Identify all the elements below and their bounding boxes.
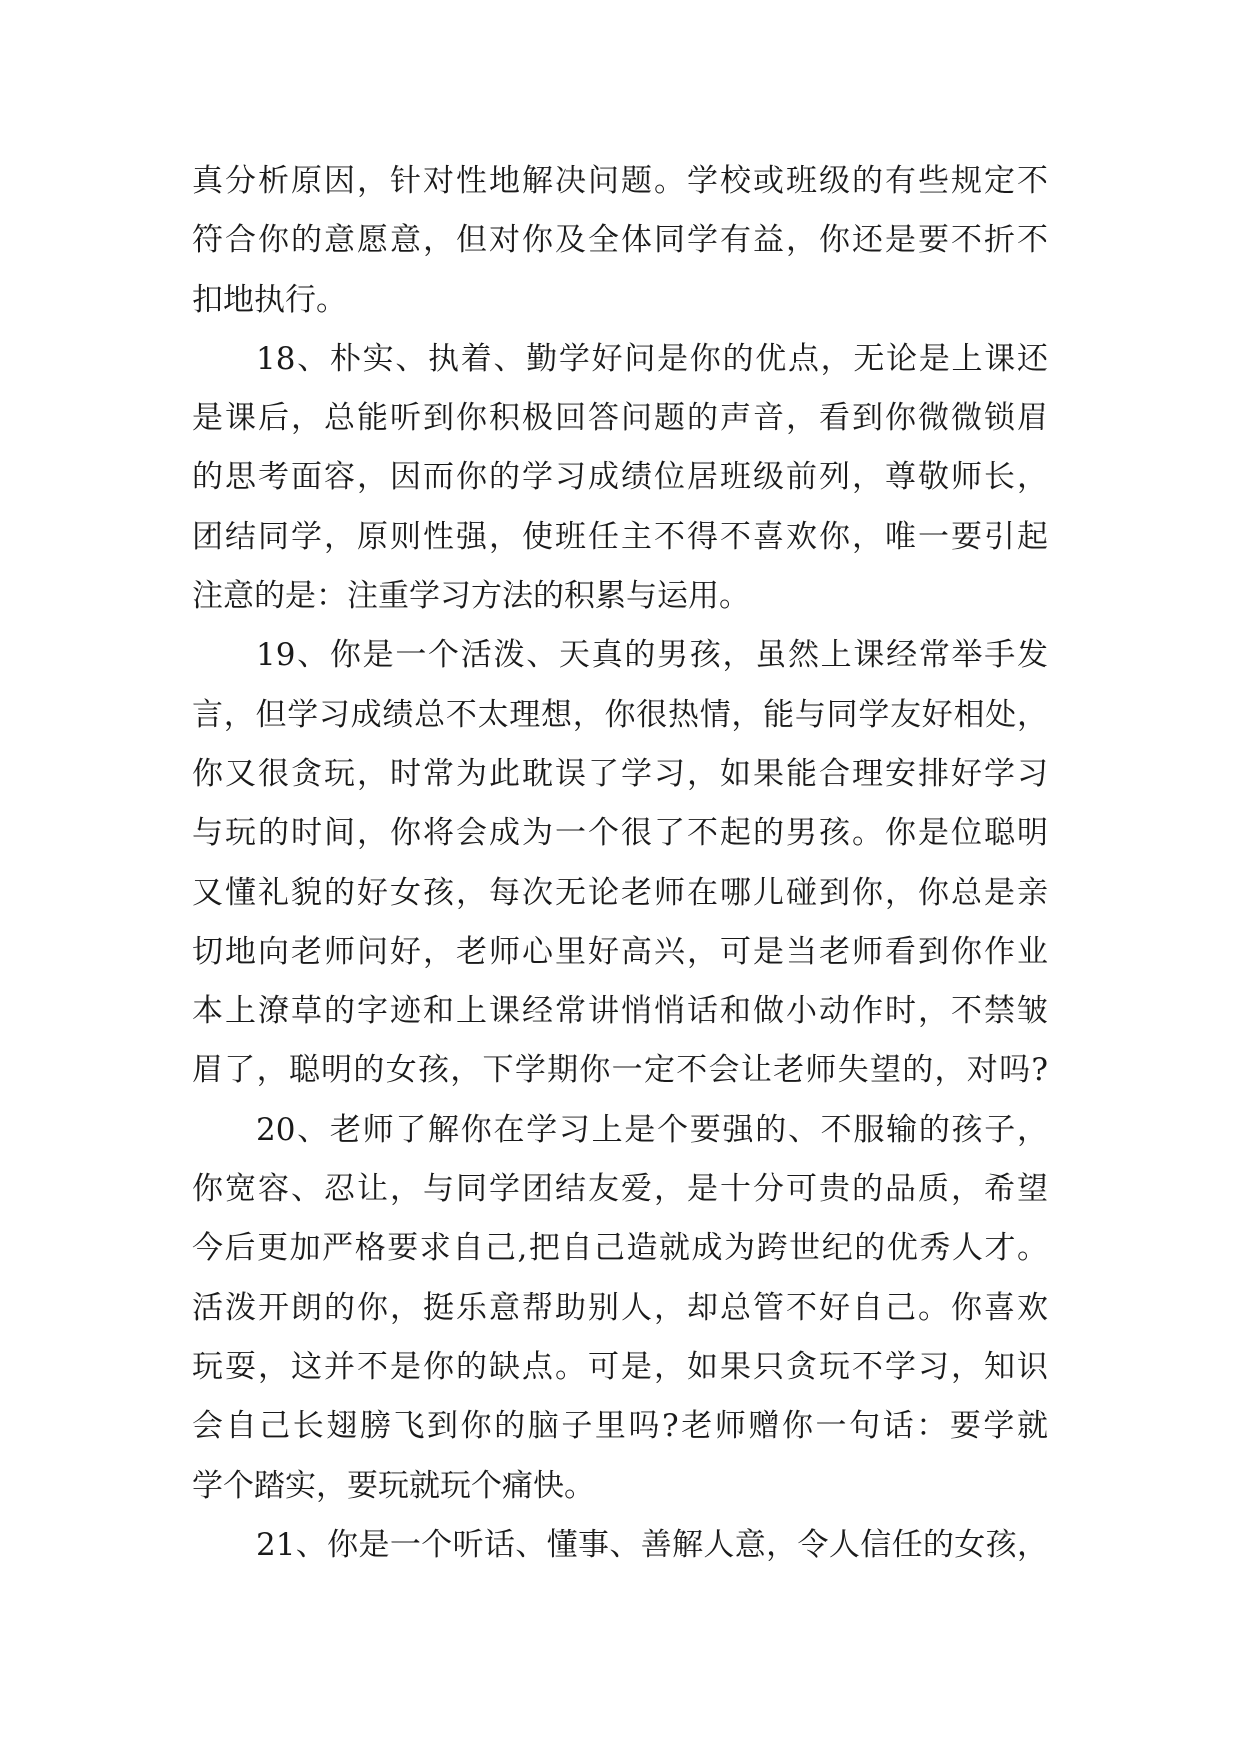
text-line: 眉了，聪明的女孩，下学期你一定不会让老师失望的，对吗? — [192, 1052, 1048, 1089]
paragraph-21-first-line: 21、你是一个听话、懂事、善解人意，令人信任的女孩， — [256, 1526, 1048, 1563]
text-line: 与玩的时间，你将会成为一个很了不起的男孩。你是位聪明 — [192, 815, 1048, 852]
text-line: 真分析原因，针对性地解决问题。学校或班级的有些规定不 — [192, 163, 1048, 199]
text-line: 今后更加严格要求自己,把自己造就成为跨世纪的优秀人才。 — [192, 1230, 1048, 1267]
text-line: 玩耍，这并不是你的缺点。可是，如果只贪玩不学习，知识 — [192, 1348, 1048, 1385]
text-line: 是课后，总能听到你积极回答问题的声音，看到你微微锁眉 — [192, 400, 1048, 437]
text-line: 学个踏实，要玩就玩个痛快。 — [192, 1467, 595, 1504]
text-line: 会自己长翅膀飞到你的脑子里吗?老师赠你一句话：要学就 — [192, 1408, 1048, 1445]
text-line: 符合你的意愿意，但对你及全体同学有益，你还是要不折不 — [192, 222, 1048, 259]
text-line: 你又很贪玩，时常为此耽误了学习，如果能合理安排好学习 — [192, 755, 1048, 792]
text-line: 你宽容、忍让，与同学团结友爱，是十分可贵的品质，希望 — [192, 1171, 1048, 1208]
paragraph-19-first-line: 19、你是一个活泼、天真的男孩，虽然上课经常举手发 — [256, 637, 1048, 674]
text-line: 切地向老师问好，老师心里好高兴，可是当老师看到你作业 — [192, 933, 1048, 970]
text-line: 的思考面容，因而你的学习成绩位居班级前列，尊敬师长， — [192, 459, 1048, 496]
text-line: 活泼开朗的你，挺乐意帮助别人，却总管不好自己。你喜欢 — [192, 1289, 1048, 1326]
text-line: 又懂礼貌的好女孩，每次无论老师在哪儿碰到你，你总是亲 — [192, 874, 1048, 911]
text-line: 团结同学，原则性强，使班任主不得不喜欢你，唯一要引起 — [192, 518, 1048, 555]
text-line: 扣地执行。 — [192, 281, 347, 318]
text-line: 注意的是：注重学习方法的积累与运用。 — [192, 578, 750, 615]
paragraph-18-first-line: 18、朴实、执着、勤学好问是你的优点，无论是上课还 — [256, 340, 1048, 377]
body-text — [192, 152, 1048, 1575]
text-line: 言，但学习成绩总不太理想，你很热情，能与同学友好相处， — [192, 696, 1048, 733]
paragraph-20-first-line: 20、老师了解你在学习上是个要强的、不服输的孩子， — [256, 1111, 1048, 1148]
text-line: 本上潦草的字迹和上课经常讲悄悄话和做小动作时，不禁皱 — [192, 993, 1048, 1030]
